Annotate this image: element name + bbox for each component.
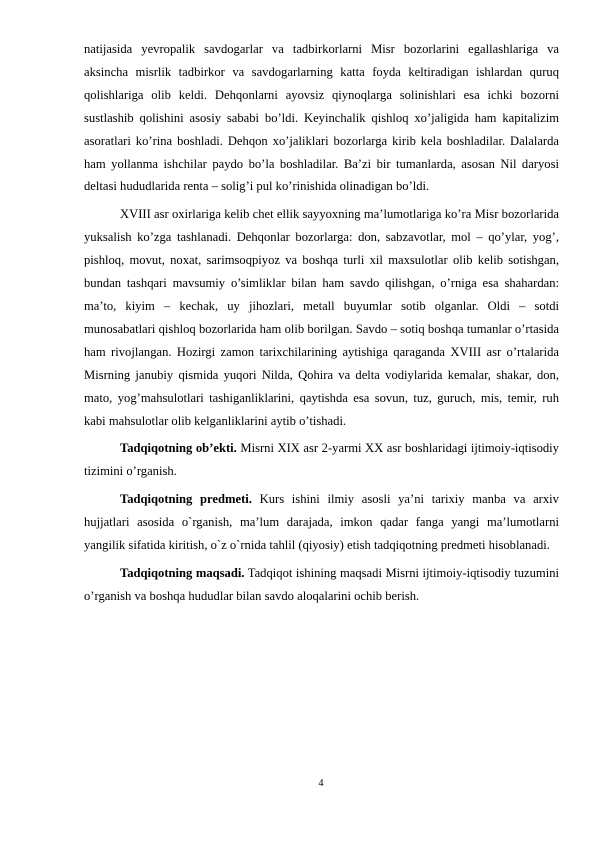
paragraph-text: XVIII asr oxirlariga kelib chet ellik sayyoxning ma’lumotlariga ko’ra Misr bozorlarida yuksalish ko’zga tashlanadi. Dehqonlar bozorlarga: don, sabzavotlar, mol – qo’ylar, yog’, pishloq, movut, noxat, sarimsoqpiyoz va boshqa turli xil maxsulotlar olib kelib sotishgan, bundan tashqari mavsumiy o’simliklar bilan ham savdo qilishgan, o’rniga esa shahardan: ma’to, kiyim – kechak, uy jihozlari, metall buyumlar sotib olganlar. Oldi – sotdi munosabatlari qishloq bozorlarida ham olib borilgan. Savdo – sotiq boshqa tumanlar o’rtasida ham rivojlangan. Hozirgi zamon tarixchilarining aytishiga qaraganda XVIII asr o’rtalarida Misrning janubiy qismida yuqori Nilda, Qohira va delta vodiylarida kemalar, shakar, don, mato, yog’mahsulotlari tashiganliklarini, qaytishda esa sovun, tuz, guruch, mis, temir, ruh kabi mahsulotlar olib kelganliklarini aytib o’tishadi. xyxy=(84,207,559,428)
paragraph-research-subject xyxy=(84,488,559,557)
section-heading: Tadqiqotning maqsadi. xyxy=(120,565,245,580)
document-page xyxy=(84,38,559,613)
paragraph-xviii-century xyxy=(84,203,559,432)
paragraph-text: Tadqiqot ishining maqsadi Misrni ijtimoiy-iqtisodiy tuzumini o’rganish va boshqa hududlar bilan savdo aloqalarini ochib berish. xyxy=(84,565,559,603)
paragraph-text: Kurs ishini ilmiy asosli ya’ni tarixiy manba va arxiv hujjatlari asosida o`rganish, ma’lum darajada, imkon qadar fanga yangi ma’lumotlarni yangilik sifatida kiritish, o`z o`rnida tahlil (qiyosiy) etish tadqiqotning predmeti hisoblanadi. xyxy=(84,492,559,553)
section-heading: Tadqiqotning ob’ekti. xyxy=(120,441,237,456)
page-number: 4 xyxy=(318,778,324,789)
paragraph-intro-continuation xyxy=(84,38,559,198)
section-heading: Tadqiqotning predmeti. xyxy=(120,492,252,507)
paragraph-text: natijasida yevropalik savdogarlar va tadbirkorlarni Misr bozorlarini egallashlariga va aksincha misrlik tadbirkor va savdogarlarning katta foyda keltiradigan ishlardan quruq qolishlariga olib keldi. Dehqonlarni ayovsiz qiynoqlarga solinishlari esa ichki bozorni sustlashib qolishini asosiy sababi bo’ldi. Keyinchalik qishloq xo’jaligida ham kapitalizim asoratlari ko’rina boshladi. Dehqon xo’jaliklari bozorlarga kirib kela boshladilar. Dalalarda ham yollanma ishchilar paydo bo’la boshladilar. Ba’zi bir tumanlarda, asosan Nil daryosi deltasi hududlarida renta – solig’i pul ko’rinishida olinadigan bo’ldi. xyxy=(84,42,559,194)
paragraph-text: Misrni XIX asr 2-yarmi XX asr boshlaridagi ijtimoiy-iqtisodiy tizimini o’rganish. xyxy=(84,441,559,479)
paragraph-research-object xyxy=(84,437,559,483)
paragraph-research-goal xyxy=(84,562,559,608)
